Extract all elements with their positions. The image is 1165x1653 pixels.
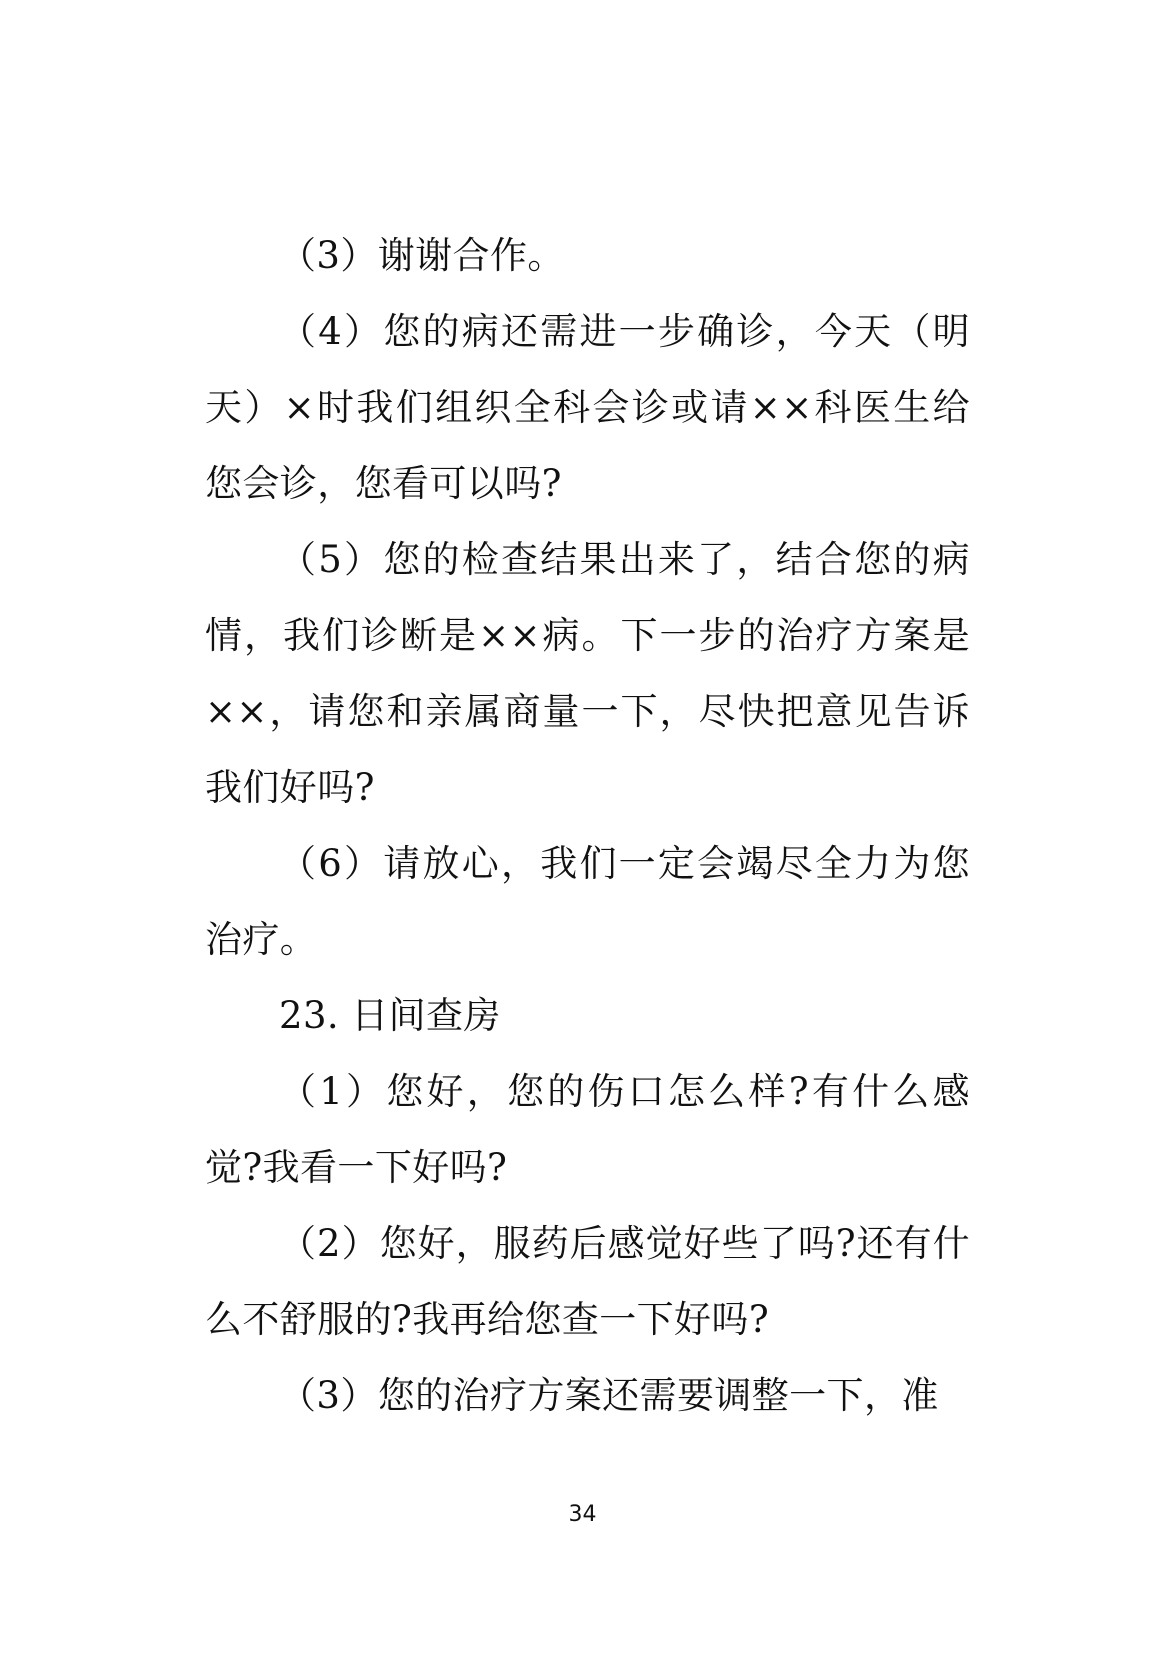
paragraph-5: （5）您的检查结果出来了，结合您的病情，我们诊断是××病。下一步的治疗方案是××，请您和亲属商量一下，尽快把意见告诉我们好吗? <box>205 538 970 809</box>
page-number: 34 <box>568 1502 597 1527</box>
section-paragraph-2: （2）您好，服药后感觉好些了吗?还有什么不舒服的?我再给您查一下好吗? <box>205 1222 970 1341</box>
paragraph-3: （3）谢谢合作。 <box>279 234 565 277</box>
section-paragraph-3: （3）您的治疗方案还需要调整一下，准 <box>279 1374 939 1417</box>
paragraph-4: （4）您的病还需进一步确诊，今天（明天）×时我们组织全科会诊或请××科医生给您会诊，您看可以吗? <box>205 310 970 505</box>
section-paragraph-1: （1）您好，您的伤口怎么样?有什么感觉?我看一下好吗? <box>205 1070 970 1189</box>
page-body <box>205 218 970 1434</box>
section-heading: 23. 日间查房 <box>279 994 501 1037</box>
paragraph-6: （6）请放心，我们一定会竭尽全力为您治疗。 <box>205 842 970 961</box>
